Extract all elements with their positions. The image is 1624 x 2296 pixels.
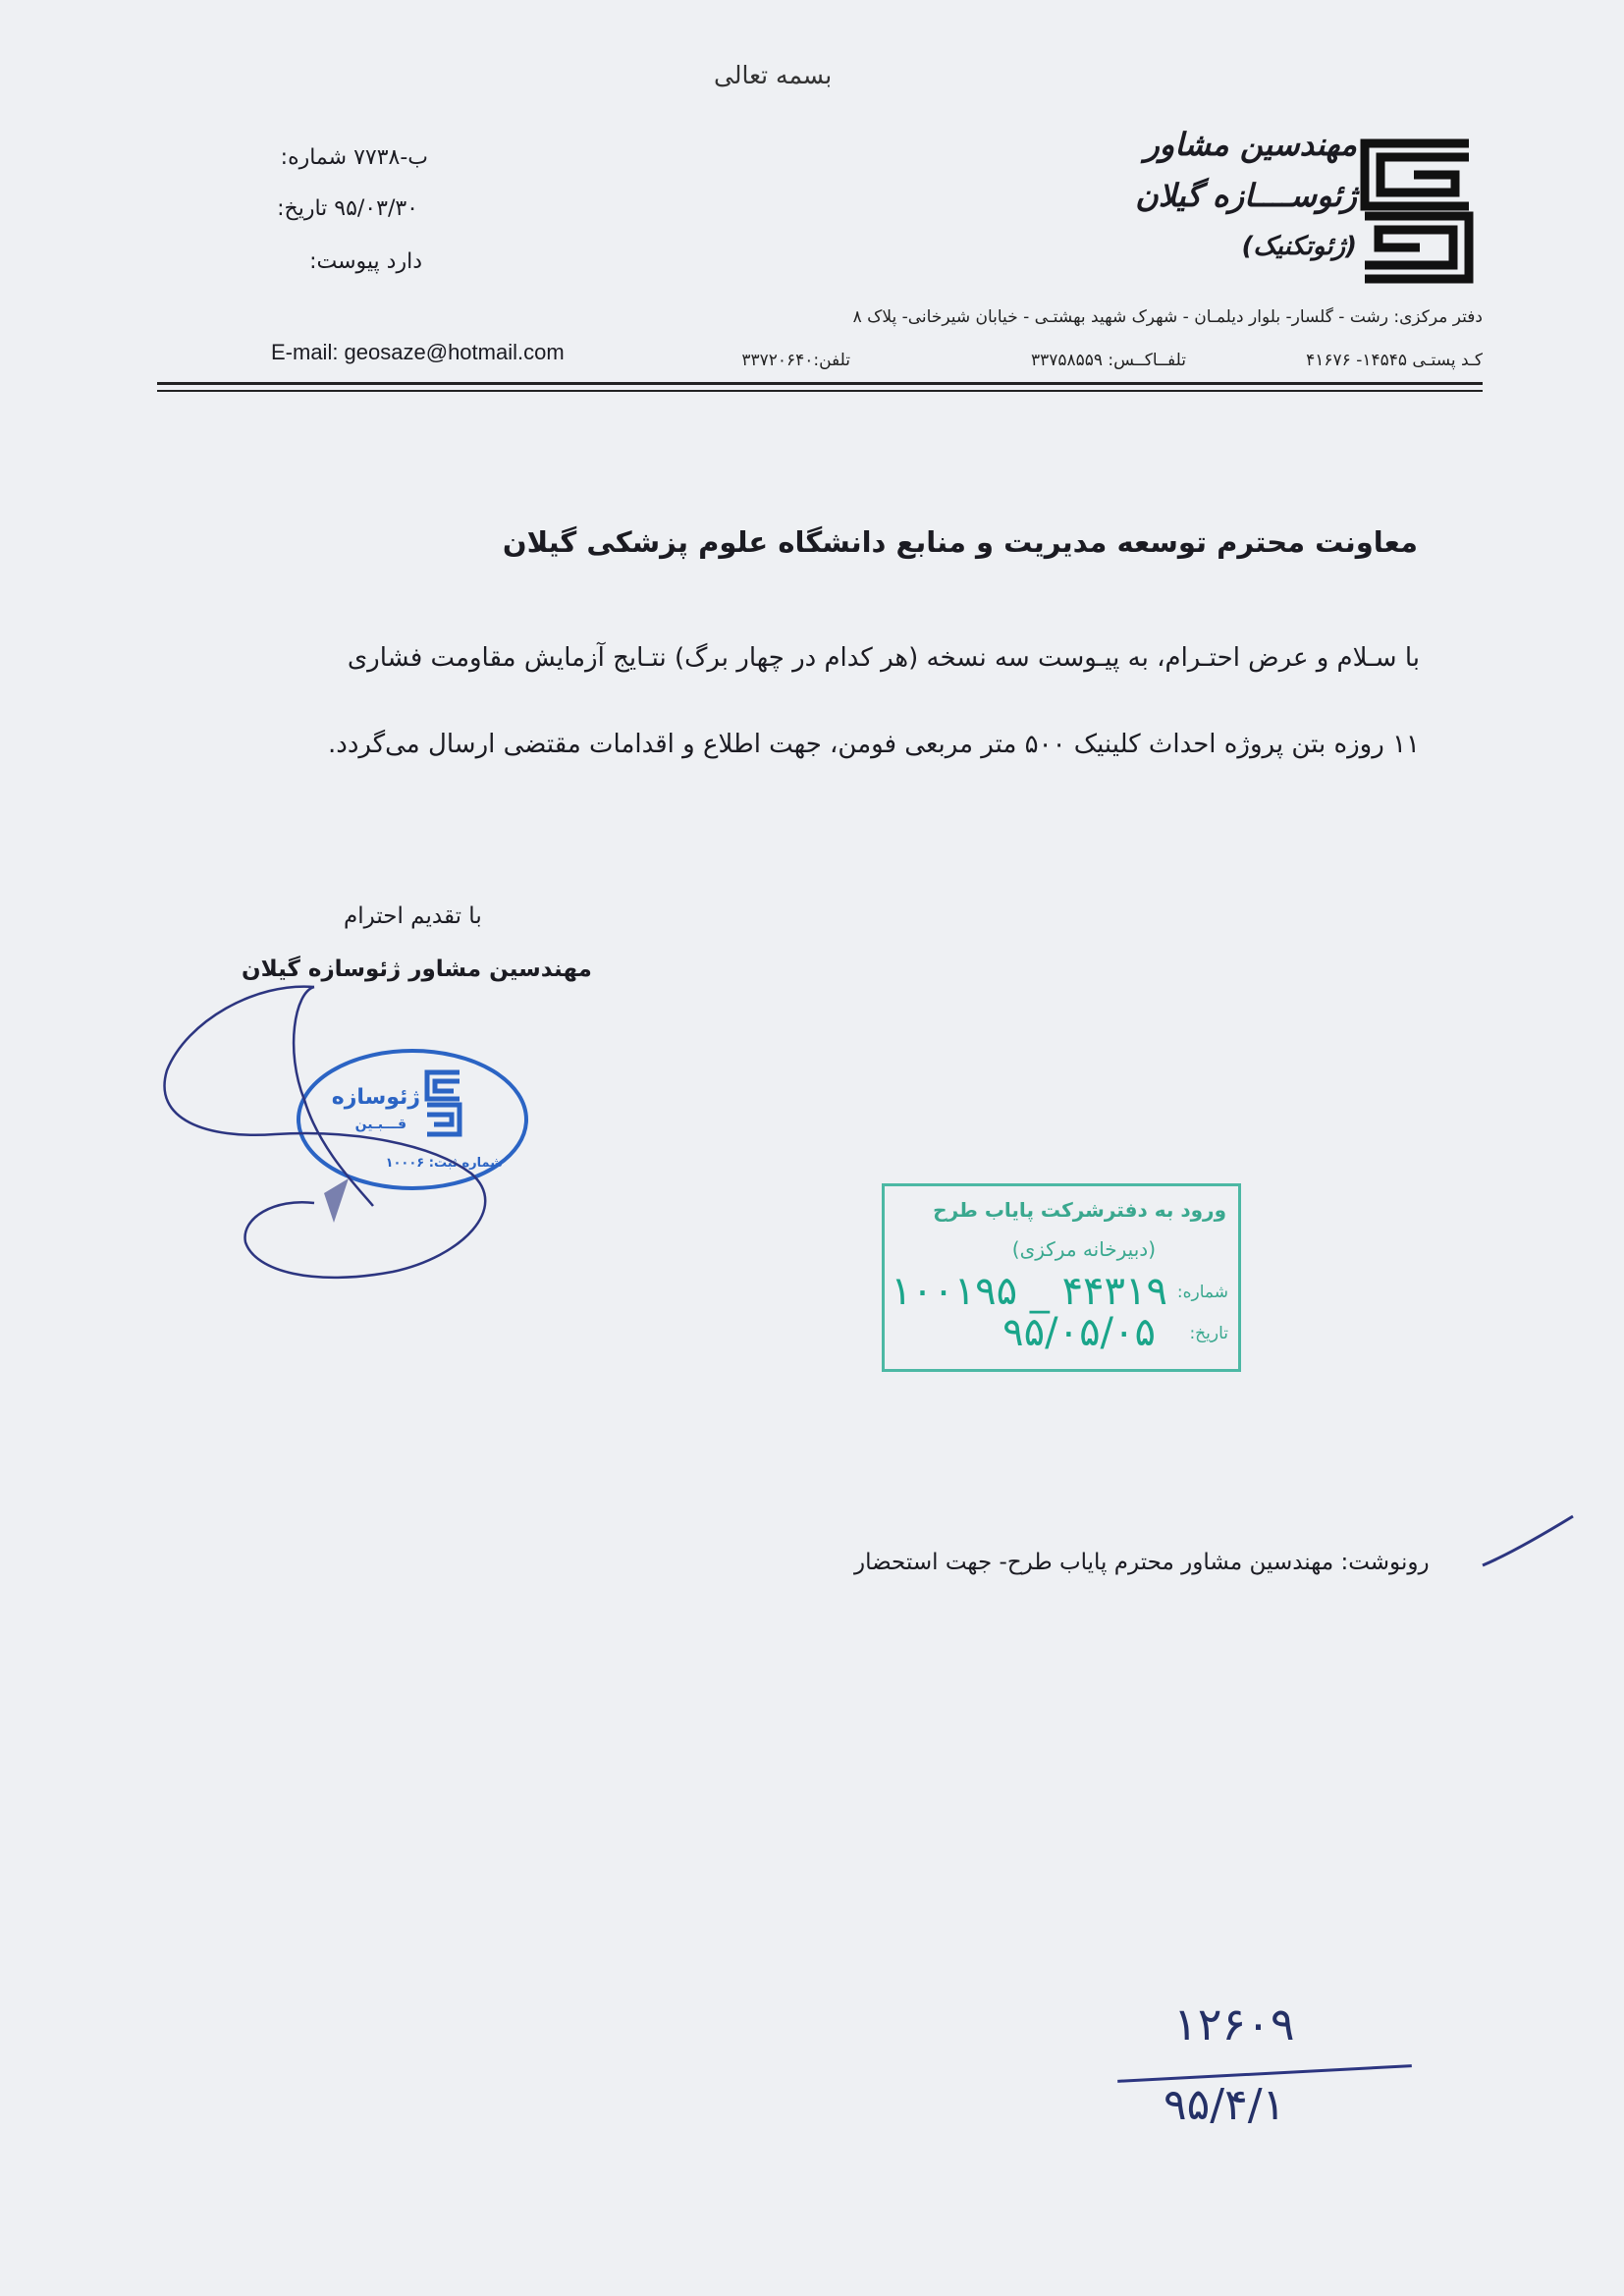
letter-number [281,145,428,170]
phone-number: تلفن:۳۳۷۲۰۶۴۰ [741,351,850,370]
header-divider-thin [157,390,1483,392]
letter-number-label: شماره: [280,145,348,170]
body-paragraph-line2: ۱۱ روزه بتن پروژه احداث کلینیک ۵۰۰ متر مربعی فومن، جهت اطلاع و اقدامات مقتضی ارسال می‌گردد. [327,730,1420,759]
handwritten-register-number: ۱۲۶۰۹ [1173,1997,1295,2050]
cc-line: رونوشت: مهندسین مشاور محترم پایاب طرح- جهت استحضار [854,1550,1430,1575]
receipt-stamp-subtitle: (دبیرخانه مرکزی) [1011,1237,1156,1261]
receipt-stamp-date-label: تاریخ: [1189,1324,1228,1343]
address-line: دفتر مرکزی: رشت - گلسار- بلوار دیلمـان - شهرک شهید بهشتـی - خیابان شیرخانی- پلاک ۸ [852,307,1483,327]
signer-name: مهندسین مشاور ژئوسازه گیلان [242,957,592,982]
seal-registration: شماره ثبت: ۱۰۰۰۶ [385,1156,503,1171]
invocation-text: بسمه تعالی [714,61,833,89]
seal-city: قـــبـين [354,1117,406,1132]
receipt-stamp-number-value: ۱۰۰۱۹۵ _ ۴۴۳۱۹ [891,1269,1167,1314]
letter-attachment-label: پیوست: [309,249,380,274]
closing-phrase: با تقدیم احترام [344,903,482,929]
seal-company-name: ژئوسازه [331,1085,420,1110]
recipient-line: معاونت محترم توسعه مدیریت و منابع دانشگاه علوم پزشکی گیلان [502,525,1418,559]
letter-date [277,196,428,221]
company-logo-icon [1359,137,1475,285]
letter-date-label: تاریخ: [277,196,328,221]
receipt-stamp [882,1183,1241,1372]
receipt-stamp-title: ورود به دفترشرکت پایاب طرح [933,1198,1226,1222]
checkmark-stroke [1479,1510,1577,1571]
handwritten-register-date: ۹۵/۴/۱ [1164,2080,1286,2130]
letter-number-value: ب-۷۷۳۸ [353,145,428,170]
letter-attachment-value: دارد [386,249,422,274]
header-divider-thick [157,382,1483,385]
receipt-stamp-number-label: شماره: [1176,1283,1228,1302]
email-address: E-mail: geosaze@hotmail.com [271,340,565,364]
handwritten-signature [147,962,560,1306]
letter-attachment [309,249,428,274]
company-name-line1: مهندسین مشاور [1144,126,1357,163]
fax-number: تلفــاکــس: ۳۳۷۵۸۵۵۹ [1030,351,1186,370]
body-paragraph-line1: با سـلام و عرض احتـرام، به پیـوست سه نسخه (هر کدام در چهار برگ) نتـایج آزمایش مقاومت فشاری [347,643,1420,673]
company-name-line2: ژئوســــازه گیلان [1135,177,1357,214]
letter-date-value: ۹۵/۰۳/۳۰ [334,196,418,221]
receipt-stamp-date-value: ۹۵/۰۵/۰۵ [1002,1310,1156,1355]
postal-code: کـد پستـی ۱۴۵۴۵- ۴۱۶۷۶ [1306,351,1483,370]
company-name-line3: (ژئوتکنیک) [1241,232,1357,261]
